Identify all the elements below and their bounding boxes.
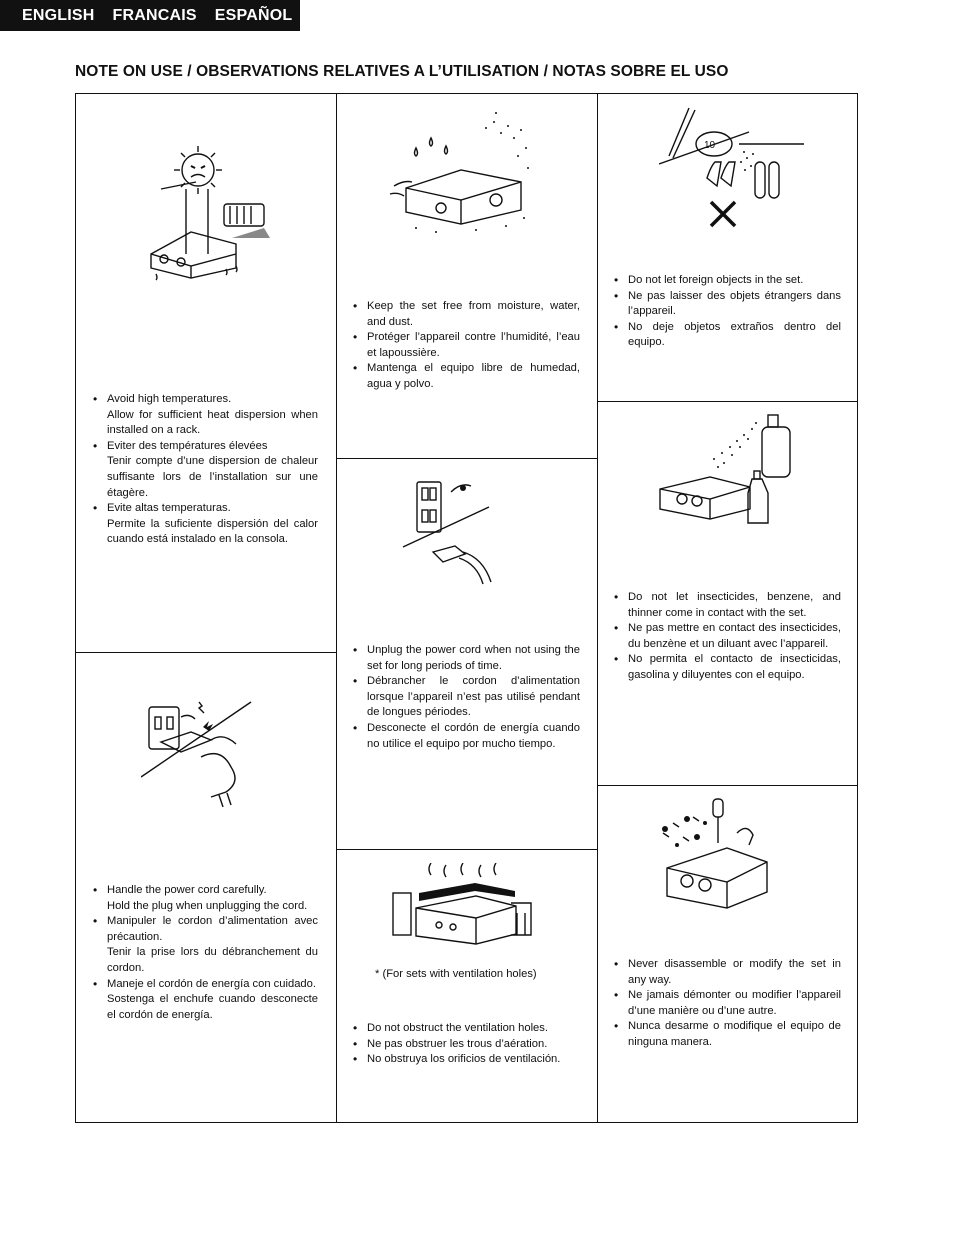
blocked-ventilation-icon — [391, 863, 541, 948]
list-item — [353, 643, 580, 674]
bullet-subtext: Allow for sufficient heat dispersion when installed on a rack. — [107, 408, 318, 437]
svg-text:10: 10 — [704, 140, 716, 151]
list-item — [353, 721, 580, 752]
note-list-heat — [93, 392, 318, 548]
note-list-moisture — [353, 299, 580, 393]
screwdriver-disassemble-icon — [657, 793, 797, 918]
bullet-subtext: Hold the plug when unplugging the cord. — [107, 899, 308, 912]
bullet-text: Ne jamais démonter ou modifier l’appareil d’une manière ou d’une autre. — [628, 989, 841, 1017]
bullet-text: Ne pas laisser des objets étrangers dans l’appareil. — [628, 289, 841, 318]
bullet-subtext: Tenir compte d’une dispersion de chaleur suffisante lors de l’installation sur une étagère. — [107, 455, 318, 499]
list-item — [614, 988, 841, 1019]
bullet-subtext: Tenir la prise lors du débranchement du cordon. — [107, 946, 318, 974]
moisture-dust-icon — [386, 108, 536, 238]
note-list-disassemble — [614, 957, 841, 1051]
notes-grid — [75, 93, 858, 1123]
bullet-text: Ne pas mettre en contact des insecticides, du benzène et un diluant avec l’appareil. — [628, 622, 841, 650]
note-cell-chemicals — [597, 401, 858, 785]
list-item — [614, 273, 841, 289]
list-item — [93, 914, 318, 976]
note-cell-heat — [76, 94, 336, 652]
foreign-objects-icon — [659, 106, 809, 231]
list-item — [353, 1037, 580, 1053]
note-list-chemicals — [614, 590, 841, 684]
note-list-cord — [93, 883, 318, 1023]
list-item — [614, 1019, 841, 1050]
list-item — [93, 439, 318, 501]
list-item — [614, 957, 841, 988]
ventilation-footnote: * (For sets with ventilation holes) — [375, 968, 537, 980]
language-espanol: ESPAÑOL — [214, 6, 293, 24]
list-item — [353, 361, 580, 392]
bullet-text: No permita el contacto de insecticidas, gasolina y diluyentes con el equipo. — [628, 653, 841, 681]
note-cell-disassemble — [597, 785, 858, 1124]
bullet-text: Keep the set free from moisture, water, and dust. — [367, 300, 580, 328]
page-title: NOTE ON USE / OBSERVATIONS RELATIVES A L’UTILISATION / NOTAS SOBRE EL USO — [75, 63, 729, 80]
note-cell-ventilation — [336, 849, 597, 1124]
bullet-text: Desconecte el cordón de energía cuando no utilice el equipo por mucho tiempo. — [367, 721, 580, 750]
list-item — [93, 501, 318, 548]
bullet-text: No deje objetos extraños dentro del equipo. — [628, 320, 841, 349]
note-cell-moisture — [336, 94, 597, 458]
bullet-text: Mantenga el equipo libre de humedad, agua y polvo. — [367, 362, 580, 390]
bullet-text: Nunca desarme o modifique el equipo de ninguna manera. — [628, 1020, 841, 1048]
list-item — [93, 977, 318, 1024]
note-list-ventilation — [353, 1021, 580, 1068]
list-item — [353, 1021, 580, 1037]
list-item — [353, 330, 580, 361]
bullet-text: Do not let insecticides, benzene, and thinner come in contact with the set. — [628, 591, 841, 619]
list-item — [353, 1052, 580, 1068]
bullet-text: Manipuler le cordon d’alimentation avec précaution. — [107, 915, 318, 943]
bullet-text: Maneje el cordón de energía con cuidado. — [107, 977, 316, 990]
bullet-text: Eviter des températures élevées — [107, 439, 268, 452]
list-item — [353, 299, 580, 330]
list-item — [93, 392, 318, 439]
bullet-text: No obstruya los orificios de ventilación. — [367, 1053, 561, 1066]
bullet-subtext: Permite la suficiente dispersión del calor cuando está instalado en la consola. — [107, 517, 318, 546]
sun-heat-illustration-icon — [136, 144, 276, 284]
language-tabs — [0, 0, 300, 31]
power-cord-hand-icon — [141, 697, 261, 807]
note-cell-unplug — [336, 458, 597, 849]
list-item — [614, 590, 841, 621]
list-item — [614, 289, 841, 320]
bullet-text: Avoid high temperatures. — [107, 393, 232, 405]
note-cell-foreign — [597, 94, 858, 401]
insecticide-spray-icon — [652, 409, 802, 529]
note-list-foreign — [614, 273, 841, 351]
bullet-subtext: Sostenga el enchufe cuando desconecte el cordón de energía. — [107, 993, 318, 1021]
bullet-text: Handle the power cord carefully. — [107, 884, 267, 896]
bullet-text: Do not let foreign objects in the set. — [628, 274, 804, 286]
language-francais: FRANCAIS — [112, 6, 197, 24]
list-item — [614, 652, 841, 683]
list-item — [353, 674, 580, 721]
list-item — [614, 320, 841, 351]
language-english: ENGLISH — [22, 6, 95, 24]
list-item — [614, 621, 841, 652]
note-list-unplug — [353, 643, 580, 752]
bullet-text: Never disassemble or modify the set in any way. — [628, 958, 841, 986]
bullet-text: Débrancher le cordon d’alimentation lorsque l’appareil n’est pas utilisé pendant de longues périodes. — [367, 675, 580, 719]
bullet-text: Unplug the power cord when not using the set for long periods of time. — [367, 644, 580, 672]
bullet-text: Do not obstruct the ventilation holes. — [367, 1022, 548, 1034]
note-cell-cord — [76, 652, 336, 1124]
bullet-text: Protéger l’appareil contre l’humidité, l’eau et lapoussière. — [367, 331, 580, 359]
wall-outlet-unplug-icon — [401, 472, 521, 587]
list-item — [93, 883, 318, 914]
bullet-text: Ne pas obstruer les trous d’aération. — [367, 1037, 548, 1050]
bullet-text: Evite altas temperaturas. — [107, 502, 231, 515]
